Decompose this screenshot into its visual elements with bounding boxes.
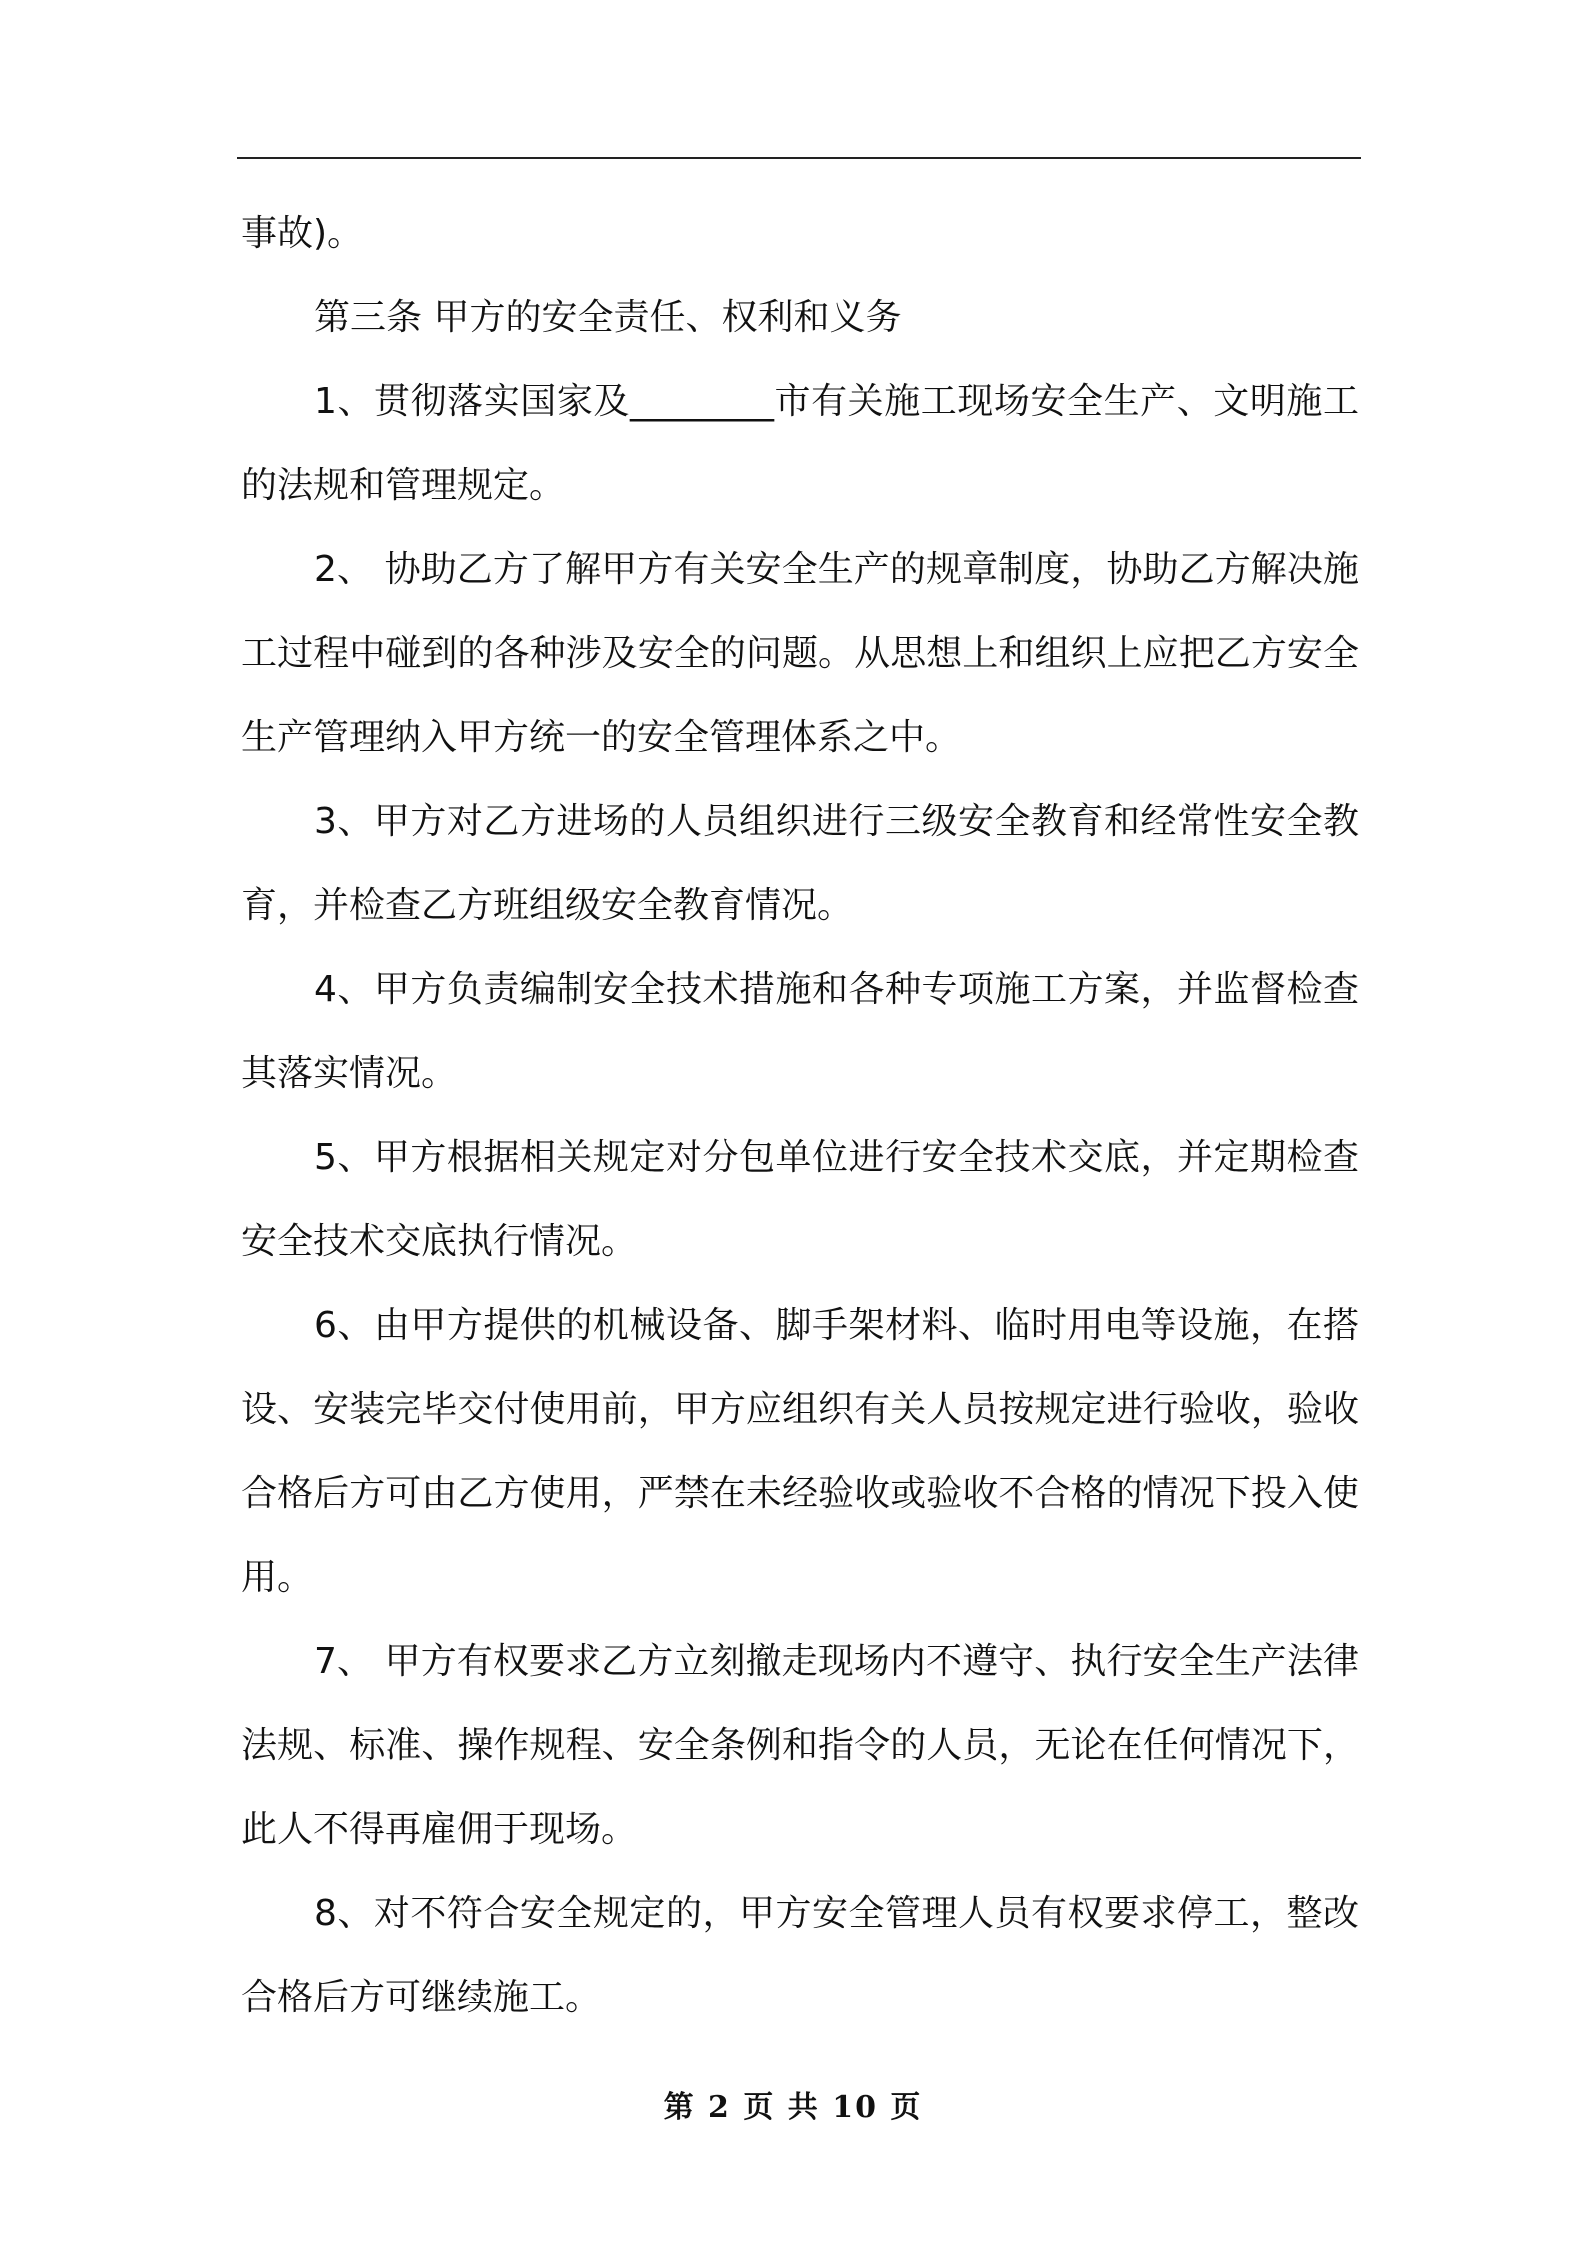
clause-6: 6、由甲方提供的机械设备、脚手架材料、临时用电等设施，在搭设、安装完毕交付使用前，甲方应组织有关人员按规定进行验收，验收合格后方可由乙方使用，严禁在未经验收或验收不合格的情况下投入使用。 [241,1305,1359,1598]
clause-1: 1、贯彻落实国家及________市有关施工现场安全生产、文明施工的法规和管理规定。 [241,381,1359,506]
section-heading: 第三条 甲方的安全责任、权利和义务 [314,297,902,338]
clause-7: 7、 甲方有权要求乙方立刻撤走现场内不遵守、执行安全生产法律法规、标准、操作规程、安全条例和指令的人员，无论在任何情况下，此人不得再雇佣于现场。 [241,1641,1359,1850]
clause-4: 4、甲方负责编制安全技术措施和各种专项施工方案，并监督检查其落实情况。 [241,969,1359,1094]
document-body [241,192,1359,2040]
header-rule [237,157,1361,159]
clause-3: 3、甲方对乙方进场的人员组织进行三级安全教育和经常性安全教育，并检查乙方班组级安全教育情况。 [241,801,1359,926]
page-footer: 第 2 页 共 10 页 [663,2090,923,2125]
clause-8: 8、对不符合安全规定的，甲方安全管理人员有权要求停工，整改合格后方可继续施工。 [241,1893,1359,2018]
clause-5: 5、甲方根据相关规定对分包单位进行安全技术交底，并定期检查安全技术交底执行情况。 [241,1137,1359,1262]
paragraph-continuation: 事故)。 [241,213,364,254]
clause-2: 2、 协助乙方了解甲方有关安全生产的规章制度，协助乙方解决施工过程中碰到的各种涉及安全的问题。从思想上和组织上应把乙方安全生产管理纳入甲方统一的安全管理体系之中。 [241,549,1359,758]
